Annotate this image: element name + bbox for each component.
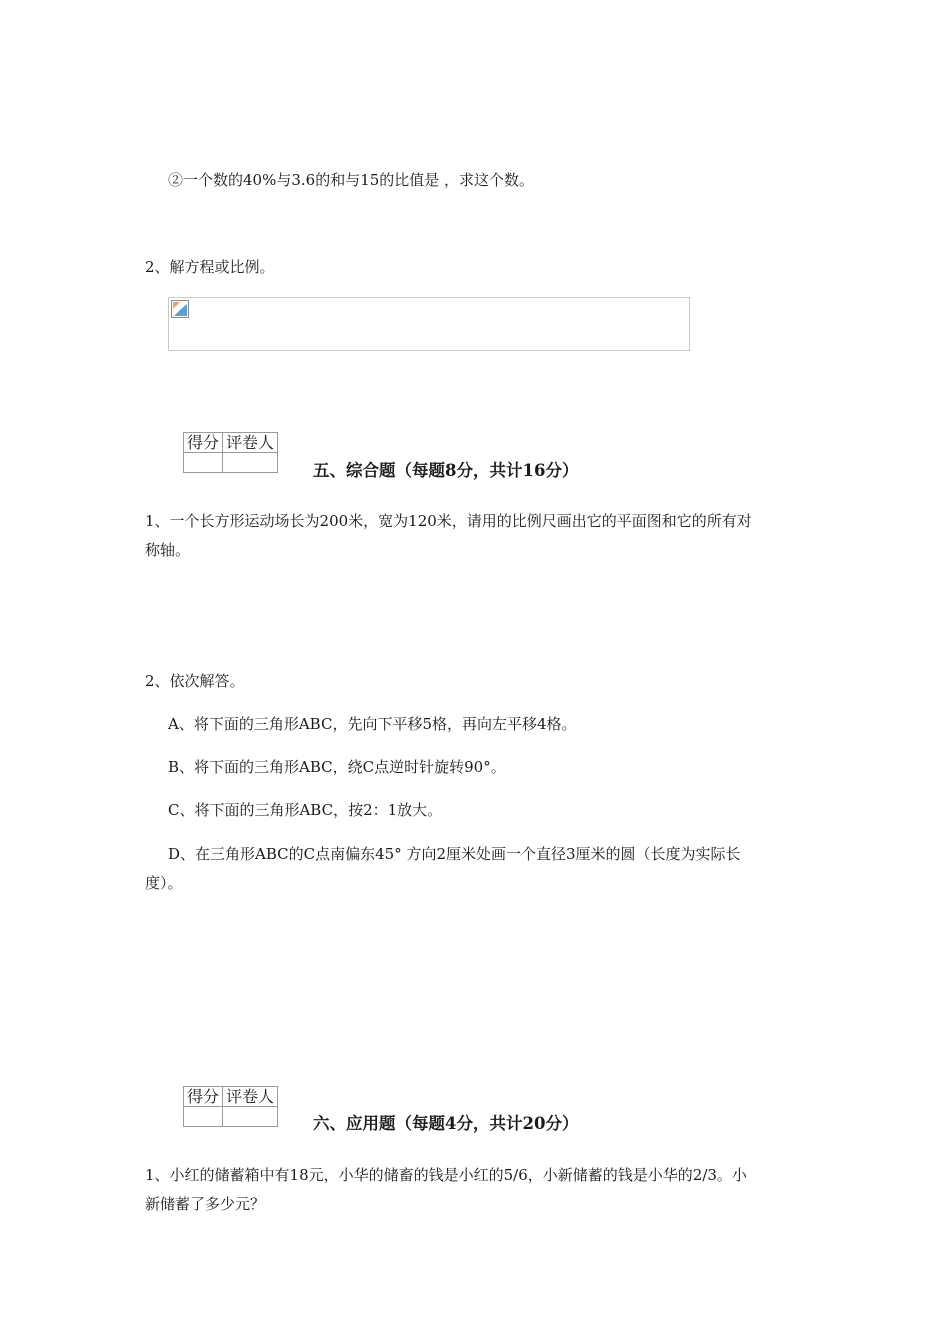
- section5-title: 五、综合题（每题8分，共计16分）: [313, 461, 579, 480]
- grader-label: 评卷人: [223, 1087, 278, 1107]
- broken-image-placeholder: [168, 297, 690, 351]
- section6-title: 六、应用题（每题4分，共计20分）: [313, 1114, 579, 1133]
- score-cell: [184, 453, 223, 473]
- section5-q2: 2、依次解答。: [145, 672, 245, 690]
- score-cell: [184, 1107, 223, 1127]
- score-label: 得分: [184, 433, 223, 453]
- grader-cell: [223, 1107, 278, 1127]
- section5-q1-line1: 1、一个长方形运动场长为200米，宽为120米，请用的比例尺画出它的平面图和它的所有对: [145, 512, 752, 530]
- score-table-section6: [183, 1086, 278, 1127]
- grader-label: 评卷人: [223, 433, 278, 453]
- question-2-solve-equation: 2、解方程或比例。: [145, 258, 275, 276]
- section5-q1-line2: 称轴。: [145, 541, 191, 559]
- section6-q1-line2: 新储蓄了多少元？: [145, 1195, 266, 1213]
- score-label: 得分: [184, 1087, 223, 1107]
- score-table-section5: [183, 432, 278, 473]
- broken-image-icon: [171, 300, 189, 318]
- section5-q2-a: A、将下面的三角形ABC，先向下平移5格，再向左平移4格。: [168, 715, 577, 733]
- section5-q2-c: C、将下面的三角形ABC，按2：1放大。: [168, 801, 443, 819]
- section5-q2-d-line2: 度）。: [145, 874, 183, 892]
- section6-q1-line1: 1、小红的储蓄箱中有18元，小华的储畜的钱是小红的5/6，小新储蓄的钱是小华的2/3。小: [145, 1166, 747, 1184]
- question-circle-2: ②一个数的40%与3.6的和与15的比值是 ，求这个数。: [168, 171, 535, 189]
- grader-cell: [223, 453, 278, 473]
- section5-q2-d-line1: D、在三角形ABC的C点南偏东45° 方向2厘米处画一个直径3厘米的圆（长度为实际长: [168, 845, 741, 863]
- section5-q2-b: B、将下面的三角形ABC，绕C点逆时针旋转90°。: [168, 758, 506, 776]
